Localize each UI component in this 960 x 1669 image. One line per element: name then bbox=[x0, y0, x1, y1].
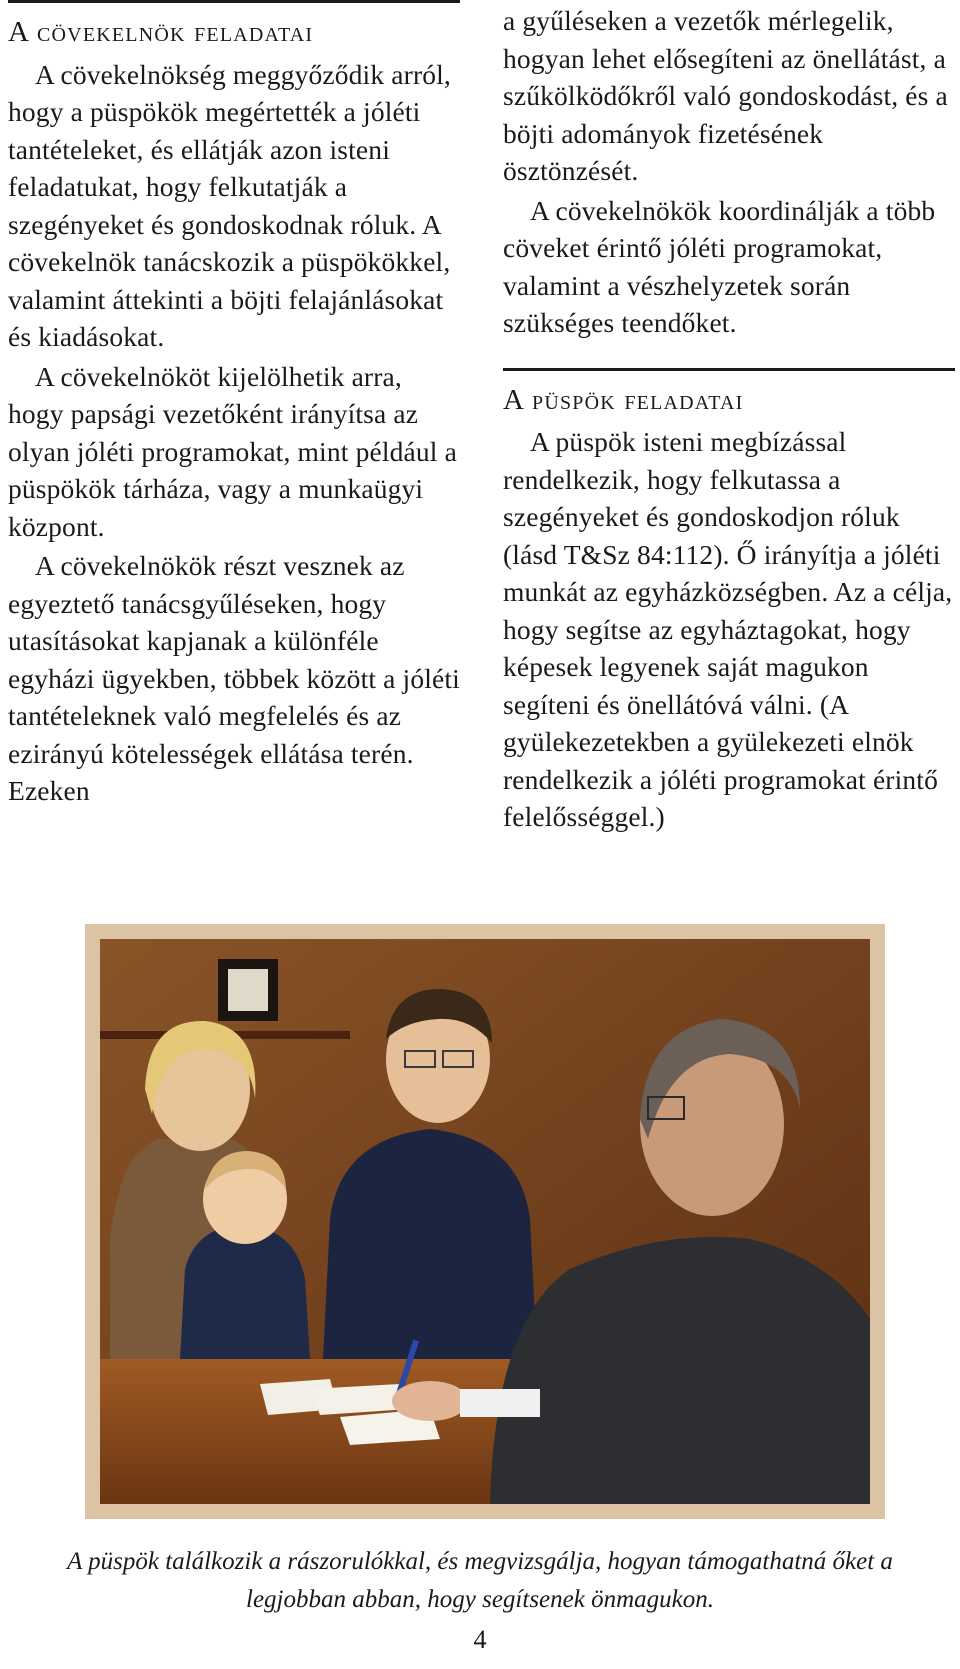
section-heading-stake-president: A cövekelnök feladatai bbox=[8, 16, 314, 48]
section-rule bbox=[503, 368, 955, 371]
page-number: 4 bbox=[473, 1625, 487, 1654]
left-column bbox=[8, 0, 460, 810]
paragraph: A cövekelnököt kijelölhetik arra, hogy papsági vezetőként irányítsa az olyan jóléti programokat, mint például a püspökök tárháza, vagy a munkaügyi központ. bbox=[8, 360, 457, 542]
paragraph-continuation: a gyűléseken a vezetők mérlegelik, hogyan lehet elősegíteni az önellátást, a szűkölködőkről való gondoskodást, és a böjti adományok fizetésének ösztönzését. bbox=[503, 5, 948, 186]
paragraph: A cövekelnökök részt vesznek az egyeztető tanácsgyűléseken, hogy utasításokat kapjanak a különféle egyházi ügyekben, többek között a jóléti tantételeknek való megfelelés és az ezirányú kötelességek ellátása terén. Ezeken bbox=[8, 550, 460, 807]
paragraph: A cövekelnökök koordinálják a több cöveket érintő jóléti programokat, valamint a vészhelyzetek során szükséges teendőket. bbox=[503, 194, 936, 338]
section-rule bbox=[8, 0, 460, 3]
paragraph: A cövekelnökség meggyőződik arról, hogy a püspökök megértették a jóléti tantételeket, és ellátják azon isteni feladatukat, hogy felkutatják a szegényeket és gondoskodnak róluk. A cövekelnök tanácskozik a püspökökkel, valamint áttekinti a böjti felajánlásokat és kiadásokat. bbox=[8, 58, 451, 353]
section-heading-bishop: A püspök feladatai bbox=[503, 383, 744, 416]
paragraph: A püspök isteni megbízással rendelkezik, hogy felkutassa a szegényeket és gondoskodjon róluk (lásd T&Sz 84:112). Ő irányítja a jóléti munkát az egyházközségben. Az a célja, hogy segítse az egyháztagokat, hogy képesek legyenek saját magukon segíteni és önellátóvá válni. (A gyülekezetekben a gyülekezeti elnök rendelkezik a jóléti programokat érintő felelősséggel.) bbox=[503, 426, 953, 833]
photo-frame bbox=[85, 924, 885, 1519]
meeting-photo bbox=[100, 939, 870, 1504]
right-column bbox=[503, 0, 955, 836]
photo-caption: A püspök találkozik a rászorulókkal, és megvizsgálja, hogyan támogathatná őket a legjobban abban, hogy segítsenek önmagukon. bbox=[67, 1548, 893, 1613]
